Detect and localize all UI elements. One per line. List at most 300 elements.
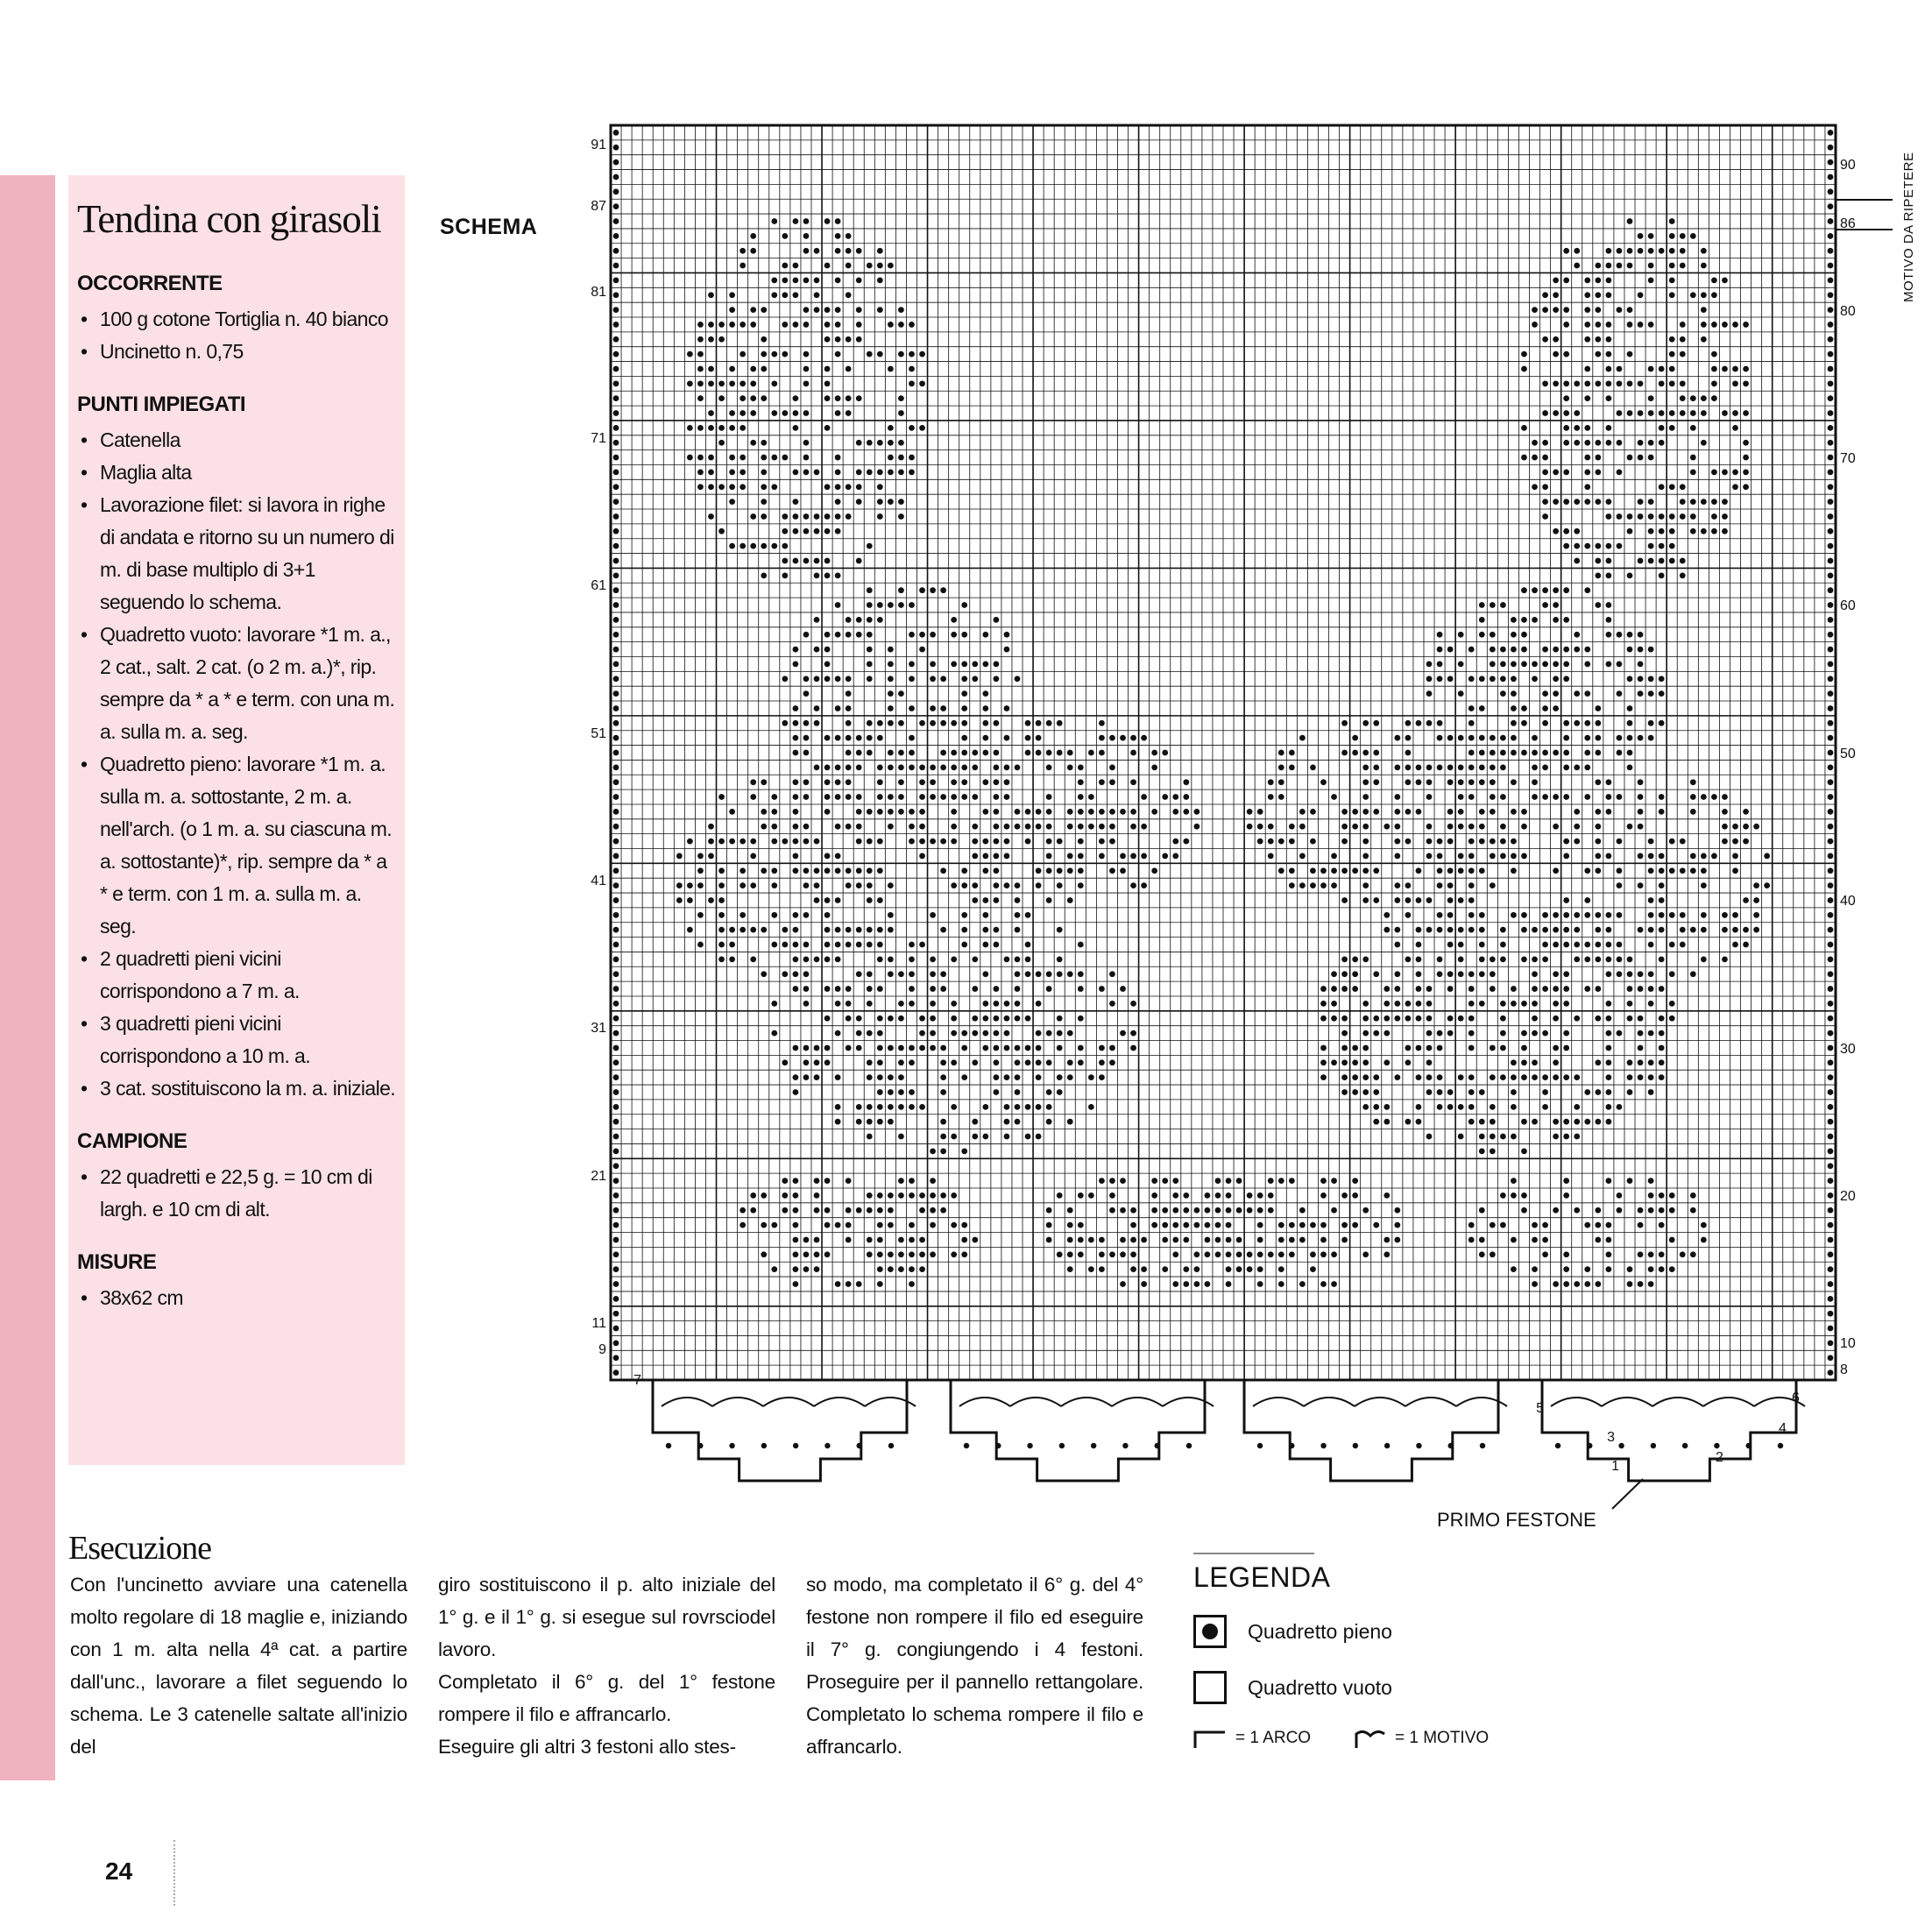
filled-square-dot	[1606, 1266, 1612, 1272]
filled-square-dot	[1638, 440, 1644, 446]
filled-square-dot	[803, 720, 810, 726]
filled-square-dot	[824, 632, 831, 638]
filled-square-dot	[898, 587, 904, 593]
filled-square-dot	[1648, 395, 1654, 401]
filled-square-dot	[803, 942, 810, 948]
filled-square-dot	[1320, 1222, 1327, 1228]
filled-square-dot	[1004, 1001, 1010, 1007]
filled-square-dot	[930, 662, 936, 668]
filled-square-dot	[1563, 322, 1569, 328]
filled-square-dot	[1521, 1148, 1527, 1154]
filled-square-dot	[1247, 1207, 1253, 1214]
list-item: • 100 g cotone Tortiglia n. 40 bianco	[77, 303, 396, 336]
filled-square-dot	[1352, 1074, 1358, 1080]
filled-square-dot	[1542, 705, 1548, 711]
filled-square-dot	[1004, 764, 1010, 770]
filled-square-dot	[1828, 1045, 1834, 1051]
filled-square-dot	[1310, 809, 1316, 815]
filled-square-dot	[1828, 351, 1834, 357]
filled-square-dot	[1490, 1045, 1496, 1051]
filled-square-dot	[846, 1207, 852, 1214]
filled-square-dot	[867, 602, 873, 608]
filled-square-dot	[1078, 1016, 1084, 1022]
filled-square-dot	[1437, 971, 1443, 977]
filled-square-dot	[835, 1001, 841, 1007]
filled-square-dot	[1606, 558, 1612, 564]
filled-square-dot	[1468, 971, 1475, 977]
filled-square-dot	[888, 1119, 894, 1125]
filled-square-dot	[613, 1311, 619, 1317]
filled-square-dot	[1310, 764, 1316, 770]
festoon-dot	[1746, 1443, 1752, 1448]
filled-square-dot	[1067, 1074, 1073, 1080]
filled-square-dot	[1447, 839, 1454, 845]
filled-square-dot	[856, 764, 862, 770]
filled-square-dot	[793, 410, 799, 416]
filled-square-dot	[1563, 1045, 1569, 1051]
filled-square-dot	[1711, 292, 1717, 298]
filled-square-dot	[1595, 1207, 1601, 1214]
filled-square-dot	[1648, 676, 1654, 682]
filled-square-dot	[793, 986, 799, 992]
filled-square-dot	[824, 572, 831, 578]
row-number-left: 3	[1607, 1430, 1615, 1445]
festoon-dot	[888, 1443, 894, 1448]
filled-square-dot	[708, 425, 714, 431]
list-item: • 2 quadretti pieni vicini corrispondono a 7 m. a.	[77, 943, 396, 1008]
filled-square-dot	[1458, 956, 1464, 962]
filled-square-dot	[1532, 750, 1538, 756]
filled-square-dot	[994, 779, 1000, 785]
filled-square-dot	[909, 764, 915, 770]
filled-square-dot	[1701, 528, 1707, 534]
filled-square-dot	[1352, 986, 1358, 992]
filled-square-dot	[782, 322, 788, 328]
filled-square-dot	[1437, 1089, 1443, 1095]
filled-square-dot	[1362, 1030, 1369, 1037]
filled-square-dot	[1521, 662, 1527, 668]
filled-square-dot	[1490, 632, 1496, 638]
filled-square-dot	[1172, 1192, 1178, 1199]
filled-square-dot	[1659, 986, 1665, 992]
filled-square-dot	[708, 484, 714, 490]
filled-square-dot	[1257, 1237, 1263, 1243]
filled-square-dot	[824, 794, 831, 800]
filled-square-dot	[1648, 1192, 1654, 1199]
filled-square-dot	[1479, 1134, 1485, 1140]
filled-square-dot	[835, 1119, 841, 1125]
filled-square-dot	[613, 897, 619, 903]
filled-square-dot	[1701, 307, 1707, 313]
filled-square-dot	[1627, 218, 1633, 224]
filled-square-dot	[1563, 1074, 1569, 1080]
filled-square-dot	[793, 292, 799, 298]
filled-square-dot	[824, 1059, 831, 1065]
filled-square-dot	[1183, 809, 1189, 815]
filled-square-dot	[1394, 942, 1400, 948]
filled-square-dot	[1553, 499, 1559, 505]
filled-square-dot	[1405, 897, 1412, 903]
filled-square-dot	[1828, 839, 1834, 845]
festoon-dot	[761, 1443, 767, 1448]
filled-square-dot	[1563, 1178, 1569, 1184]
filled-square-dot	[898, 809, 904, 815]
filled-square-dot	[1437, 764, 1443, 770]
filled-square-dot	[1521, 617, 1527, 623]
filled-square-dot	[824, 322, 831, 328]
filled-square-dot	[1479, 971, 1485, 977]
filled-square-dot	[1753, 882, 1759, 888]
filled-square-dot	[1479, 1148, 1485, 1154]
filled-square-dot	[718, 839, 725, 845]
filled-square-dot	[1331, 1059, 1337, 1065]
row-number-left: 31	[591, 1021, 606, 1036]
filled-square-dot	[740, 1222, 746, 1228]
filled-square-dot	[1416, 764, 1422, 770]
filled-square-dot	[1373, 809, 1379, 815]
filled-square-dot	[1500, 824, 1506, 830]
filled-square-dot	[1828, 764, 1834, 770]
filled-square-dot	[919, 764, 925, 770]
filled-square-dot	[1299, 824, 1306, 830]
filled-square-dot	[1648, 897, 1654, 903]
filled-square-dot	[1057, 956, 1063, 962]
filled-square-dot	[951, 809, 957, 815]
filled-square-dot	[994, 897, 1000, 903]
execution-title: Esecuzione	[68, 1530, 212, 1567]
filled-square-dot	[814, 1207, 820, 1214]
filled-square-dot	[1828, 1311, 1834, 1317]
filled-square-dot	[613, 145, 619, 151]
filled-square-dot	[1617, 971, 1623, 977]
filled-square-dot	[1553, 690, 1559, 697]
filled-square-dot	[803, 440, 810, 446]
filled-square-dot	[877, 278, 883, 284]
filled-square-dot	[1680, 380, 1686, 386]
filled-square-dot	[750, 322, 756, 328]
filled-square-dot	[1574, 647, 1580, 653]
filled-square-dot	[1828, 174, 1834, 180]
filled-square-dot	[740, 410, 746, 416]
filled-square-dot	[1743, 322, 1749, 328]
filled-square-dot	[1426, 839, 1433, 845]
filled-square-dot	[919, 380, 925, 386]
filled-square-dot	[919, 647, 925, 653]
filled-square-dot	[961, 882, 967, 888]
filled-square-dot	[1828, 676, 1834, 682]
filled-square-dot	[1563, 499, 1569, 505]
filled-square-dot	[613, 690, 619, 697]
filled-square-dot	[1828, 307, 1834, 313]
filled-square-dot	[1405, 764, 1412, 770]
filled-square-dot	[1067, 764, 1073, 770]
filled-square-dot	[1099, 779, 1105, 785]
filled-square-dot	[1606, 248, 1612, 254]
filled-square-dot	[1563, 470, 1569, 476]
filled-square-dot	[1690, 794, 1696, 800]
filled-square-dot	[856, 1045, 862, 1051]
filled-square-dot	[1226, 1178, 1232, 1184]
festoon-dot	[1448, 1443, 1454, 1448]
filled-square-dot	[909, 942, 915, 948]
filled-square-dot	[1595, 278, 1601, 284]
filled-square-dot	[1638, 971, 1644, 977]
filled-square-dot	[1553, 602, 1559, 608]
filled-square-dot	[1542, 380, 1548, 386]
filled-square-dot	[1563, 543, 1569, 549]
filled-square-dot	[930, 1001, 936, 1007]
filled-square-dot	[1669, 839, 1675, 845]
filled-square-dot	[824, 1016, 831, 1022]
filled-square-dot	[824, 528, 831, 534]
festoon-dot	[1416, 1443, 1421, 1448]
filled-square-dot	[1542, 927, 1548, 933]
filled-square-dot	[1341, 867, 1348, 874]
filled-square-dot	[718, 942, 725, 948]
filled-square-dot	[1278, 839, 1284, 845]
filled-square-dot	[1606, 278, 1612, 284]
filled-square-dot	[1162, 1237, 1168, 1243]
filled-square-dot	[1416, 971, 1422, 977]
filled-square-dot	[1627, 971, 1633, 977]
filled-square-dot	[1141, 735, 1147, 741]
filled-square-dot	[1701, 912, 1707, 918]
filled-square-dot	[1394, 882, 1400, 888]
filled-square-dot	[1468, 1119, 1475, 1125]
filled-square-dot	[972, 1059, 978, 1065]
filled-square-dot	[1627, 1281, 1633, 1287]
filled-square-dot	[1659, 794, 1665, 800]
filled-square-dot	[1828, 1222, 1834, 1228]
filled-square-dot	[708, 839, 714, 845]
filled-square-dot	[1563, 897, 1569, 903]
festoon-outline	[1244, 1380, 1498, 1481]
filled-square-dot	[982, 927, 988, 933]
filled-square-dot	[1458, 764, 1464, 770]
filled-square-dot	[1078, 1045, 1084, 1051]
filled-square-dot	[919, 1266, 925, 1272]
filled-square-dot	[835, 927, 841, 933]
filled-square-dot	[1732, 853, 1738, 860]
filled-square-dot	[1701, 499, 1707, 505]
filled-square-dot	[814, 882, 820, 888]
filled-square-dot	[1426, 853, 1433, 860]
filled-square-dot	[1109, 1251, 1115, 1257]
filled-square-dot	[940, 971, 946, 977]
filled-square-dot	[1067, 1119, 1073, 1125]
filled-square-dot	[1088, 750, 1094, 756]
filled-square-dot	[1109, 824, 1115, 830]
filled-square-dot	[1320, 1281, 1327, 1287]
filled-square-dot	[1542, 662, 1548, 668]
filled-square-dot	[803, 912, 810, 918]
filled-square-dot	[951, 1222, 957, 1228]
filled-square-dot	[1680, 263, 1686, 269]
filled-square-dot	[1226, 1207, 1232, 1214]
filled-square-dot	[1648, 1281, 1654, 1287]
filled-square-dot	[982, 1104, 988, 1110]
filled-square-dot	[972, 794, 978, 800]
filled-square-dot	[1511, 720, 1517, 726]
filled-square-dot	[1584, 587, 1590, 593]
filled-square-dot	[1669, 1016, 1675, 1022]
filled-square-dot	[1236, 1266, 1242, 1272]
filled-square-dot	[803, 986, 810, 992]
filled-square-dot	[718, 912, 725, 918]
filled-square-dot	[982, 1045, 988, 1051]
filled-square-dot	[846, 750, 852, 756]
filled-square-dot	[867, 735, 873, 741]
filled-square-dot	[1553, 617, 1559, 623]
filled-square-dot	[803, 1045, 810, 1051]
filled-square-dot	[877, 440, 883, 446]
filled-square-dot	[1099, 824, 1105, 830]
filled-square-dot	[867, 1134, 873, 1140]
filled-square-dot	[1743, 897, 1749, 903]
filled-square-dot	[1669, 1192, 1675, 1199]
filled-square-dot	[919, 1207, 925, 1214]
filled-square-dot	[951, 750, 957, 756]
filled-square-dot	[1648, 278, 1654, 284]
filled-square-dot	[1553, 1001, 1559, 1007]
filled-square-dot	[782, 676, 788, 682]
filled-square-dot	[1553, 587, 1559, 593]
filled-square-dot	[1659, 956, 1665, 962]
filled-square-dot	[613, 159, 619, 166]
filled-square-dot	[1584, 470, 1590, 476]
filled-square-dot	[613, 1030, 619, 1037]
filled-square-dot	[1542, 1074, 1548, 1080]
filled-square-dot	[909, 351, 915, 357]
filled-square-dot	[1109, 1059, 1115, 1065]
filled-square-dot	[1828, 1001, 1834, 1007]
filled-square-dot	[1595, 912, 1601, 918]
filled-square-dot	[846, 1045, 852, 1051]
filled-square-dot	[867, 440, 873, 446]
filled-square-dot	[803, 351, 810, 357]
execution-col-3	[806, 1568, 1143, 1763]
filled-square-dot	[613, 1163, 619, 1169]
filled-square-dot	[1405, 912, 1412, 918]
filled-square-dot	[1025, 971, 1031, 977]
filled-square-dot	[1341, 750, 1348, 756]
filled-square-dot	[1046, 839, 1052, 845]
filled-square-dot	[1468, 647, 1475, 653]
filled-square-dot	[1521, 1045, 1527, 1051]
filled-square-dot	[835, 602, 841, 608]
filled-square-dot	[1828, 1281, 1834, 1287]
filled-square-dot	[1701, 794, 1707, 800]
filled-square-dot	[1828, 233, 1834, 239]
filled-square-dot	[1669, 366, 1675, 372]
filled-square-dot	[771, 484, 777, 490]
filled-square-dot	[1405, 779, 1412, 785]
filled-square-dot	[1141, 824, 1147, 830]
filled-square-dot	[1627, 956, 1633, 962]
filled-square-dot	[1511, 690, 1517, 697]
filled-square-dot	[1828, 543, 1834, 549]
filled-square-dot	[1574, 956, 1580, 962]
filled-square-dot	[951, 720, 957, 726]
filled-square-dot	[1479, 1237, 1485, 1243]
filled-square-dot	[888, 927, 894, 933]
filled-square-dot	[750, 410, 756, 416]
filled-square-dot	[750, 233, 756, 239]
filled-square-dot	[1416, 1119, 1422, 1125]
filled-square-dot	[1595, 470, 1601, 476]
filled-square-dot	[1627, 1266, 1633, 1272]
filled-square-dot	[1067, 750, 1073, 756]
filled-square-dot	[1690, 1207, 1696, 1214]
filled-square-dot	[761, 366, 767, 372]
filled-square-dot	[1563, 839, 1569, 845]
filled-square-dot	[1732, 484, 1738, 490]
filled-square-dot	[1331, 882, 1337, 888]
filled-square-dot	[1553, 278, 1559, 284]
filled-square-dot	[1553, 867, 1559, 874]
filled-square-dot	[1711, 794, 1717, 800]
filled-square-dot	[1553, 647, 1559, 653]
filled-square-dot	[1606, 395, 1612, 401]
filled-square-dot	[1426, 676, 1433, 682]
filled-square-dot	[1828, 336, 1834, 343]
filled-square-dot	[1606, 632, 1612, 638]
filled-square-dot	[930, 705, 936, 711]
filled-square-dot	[1711, 499, 1717, 505]
filled-square-dot	[697, 455, 704, 461]
filled-square-dot	[740, 322, 746, 328]
filled-square-dot	[888, 602, 894, 608]
filled-square-dot	[803, 233, 810, 239]
filled-square-dot	[1828, 1369, 1834, 1376]
filled-square-dot	[1532, 322, 1538, 328]
filled-square-dot	[867, 839, 873, 845]
filled-square-dot	[1341, 986, 1348, 992]
filled-square-dot	[1151, 867, 1157, 874]
filled-square-dot	[1468, 1074, 1475, 1080]
filled-square-dot	[1299, 882, 1306, 888]
filled-square-dot	[1109, 971, 1115, 977]
filled-square-dot	[961, 632, 967, 638]
filled-square-dot	[1268, 1178, 1274, 1184]
row-number-right: 10	[1840, 1336, 1856, 1351]
filled-square-dot	[930, 720, 936, 726]
row-number-right: 30	[1840, 1042, 1856, 1057]
filled-square-dot	[1606, 971, 1612, 977]
filled-square-dot	[1500, 690, 1506, 697]
filled-square-dot	[1162, 853, 1168, 860]
filled-square-dot	[877, 942, 883, 948]
filled-square-dot	[1500, 735, 1506, 741]
filled-square-dot	[1627, 263, 1633, 269]
filled-square-dot	[1659, 927, 1665, 933]
filled-square-dot	[835, 735, 841, 741]
filled-square-dot	[1384, 912, 1390, 918]
filled-square-dot	[1627, 248, 1633, 254]
filled-square-dot	[1479, 839, 1485, 845]
filled-square-dot	[835, 455, 841, 461]
filled-square-dot	[750, 513, 756, 520]
filled-square-dot	[1479, 779, 1485, 785]
filled-square-dot	[708, 336, 714, 343]
filled-square-dot	[793, 705, 799, 711]
filled-square-dot	[750, 440, 756, 446]
filled-square-dot	[1659, 1016, 1665, 1022]
filled-square-dot	[972, 956, 978, 962]
filled-square-dot	[846, 705, 852, 711]
filled-square-dot	[761, 809, 767, 815]
filled-square-dot	[1468, 927, 1475, 933]
